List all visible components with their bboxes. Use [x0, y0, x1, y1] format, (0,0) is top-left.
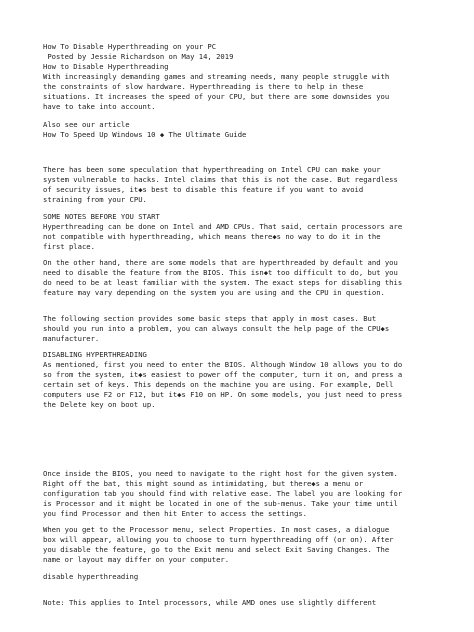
processor-line: box will appear, allowing you to choose to turn hyperthreading off (or on). After	[43, 535, 394, 544]
speculation-line: There has been some speculation that hyperthreading on Intel CPU can make your	[43, 165, 381, 174]
processor-line: When you get to the Processor menu, select Properties. In most cases, a dialogue	[43, 525, 390, 534]
intro-line: have to take into account.	[43, 102, 156, 111]
notes-line: not compatible with hyperthreading, which means there◆s no way to do it in the	[43, 232, 381, 241]
following-line: should you run into a problem, you can always consult the help page of the CPU◆s	[43, 324, 390, 333]
article-heading: How to Disable Hyperthreading	[43, 62, 169, 71]
processor-line: name or layout may differ on your computer.	[43, 555, 230, 564]
following-line: The following section provides some basic steps that apply in most cases. But	[43, 314, 377, 323]
notes-line: first place.	[43, 242, 95, 251]
following-line: manufacturer.	[43, 334, 100, 343]
inside-bios-line: configuration tab you should find with relative ease. The label you are looking for	[43, 489, 403, 498]
other-hand-line: On the other hand, there are some models that are hyperthreaded by default and you	[43, 258, 398, 267]
other-hand-line: need to disable the feature from the BIOS. This isn◆t too difficult to do, but you	[43, 268, 398, 277]
bios-line: so from the system, it◆s easiest to power off the computer, turn it on, and press a	[43, 370, 403, 379]
bios-line: computers use F2 or F12, but it◆s F10 on HP. On some models, you just need to press	[43, 390, 403, 399]
inside-bios-line: Once inside the BIOS, you need to navigate to the right host for the given system.	[43, 469, 398, 478]
intro-line: With increasingly demanding games and streaming needs, many people struggle with	[43, 72, 390, 81]
processor-line: you disable the feature, go to the Exit menu and select Exit Saving Changes. The	[43, 545, 390, 554]
notes-line: Hyperthreading can be done on Intel and AMD CPUs. That said, certain processors are	[43, 222, 403, 231]
related-article-link[interactable]: How To Speed Up Windows 10 ◆ The Ultimate Guide	[43, 130, 247, 139]
intro-line: situations. It increases the speed of your CPU, but there are some downsides you	[43, 92, 390, 101]
notes-heading: SOME NOTES BEFORE YOU START	[43, 212, 160, 221]
bios-line: certain set of keys. This depends on the machine you are using. For example, Dell	[43, 380, 394, 389]
inside-bios-line: Right off the bat, this might sound as intimidating, but there◆s a menu or	[43, 479, 364, 488]
note-line: Note: This applies to Intel processors, while AMD ones use slightly different	[43, 598, 377, 607]
bios-line: the Delete key on boot up.	[43, 400, 156, 409]
intro-line: the constraints of slow hardware. Hyperthreading is there to help in these	[43, 82, 364, 91]
speculation-line: of security issues, it◆s best to disable this feature if you want to avoid	[43, 185, 364, 194]
speculation-line: straining from your CPU.	[43, 195, 147, 204]
bios-line: As mentioned, first you need to enter the BIOS. Although Window 10 allows you to do	[43, 360, 403, 369]
disable-label: disable hyperthreading	[43, 572, 139, 581]
inside-bios-line: is Processor and it might be located in one of the sub-menus. Take your time until	[43, 499, 398, 508]
article-title: How To Disable Hyperthreading on your PC	[43, 42, 217, 51]
disabling-heading: DISABLING HYPERTHREADING	[43, 350, 147, 359]
other-hand-line: feature may vary depending on the system you are using and the CPU in question.	[43, 288, 385, 297]
article-byline: Posted by Jessie Richardson on May 14, 2019	[43, 52, 234, 61]
see-also-text: Also see our article	[43, 120, 130, 129]
other-hand-line: do need to be at least familiar with the system. The exact steps for disabling this	[43, 278, 403, 287]
speculation-line: system vulnerable to hacks. Intel claims that this is not the case. But regardless	[43, 175, 398, 184]
inside-bios-line: you find Processor and then hit Enter to access the settings.	[43, 509, 307, 518]
